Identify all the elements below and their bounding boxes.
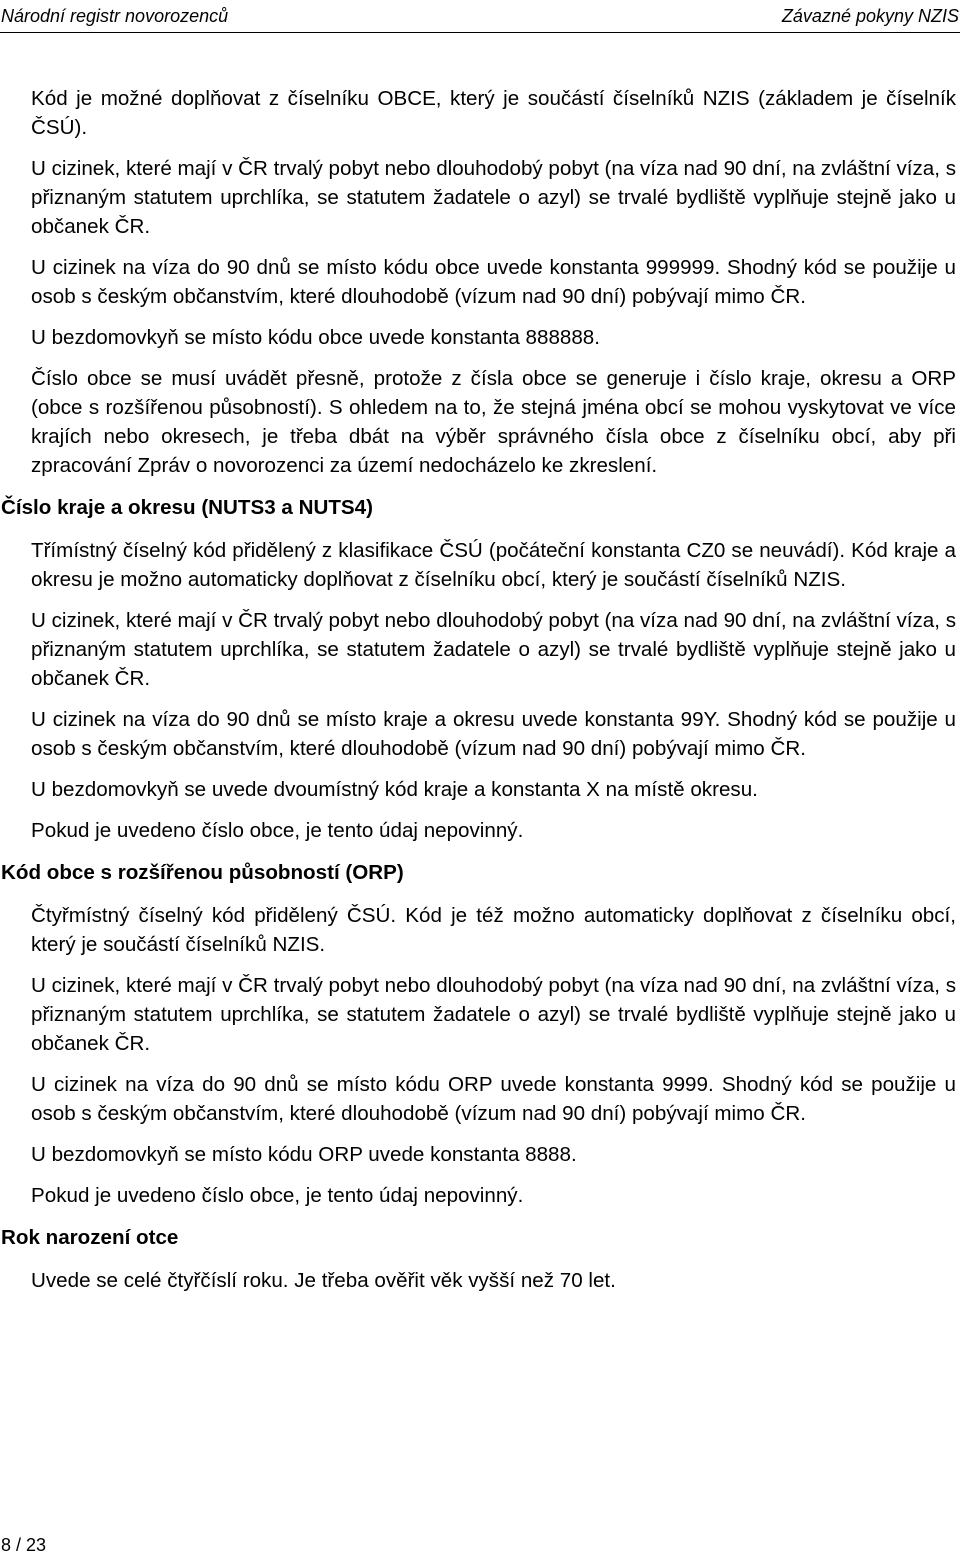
paragraph: U cizinek, které mají v ČR trvalý pobyt nebo dlouhodobý pobyt (na víza nad 90 dní, na zvláštní víza, s přiznaným statutem uprchlíka, se statutem žadatele o azyl) se trvalé bydliště vyplňuje stejně jako u občanek ČR. [31, 609, 956, 690]
paragraph: U cizinek, které mají v ČR trvalý pobyt nebo dlouhodobý pobyt (na víza nad 90 dní, na zvláštní víza, s přiznaným statutem uprchlíka, se statutem žadatele o azyl) se trvalé bydliště vyplňuje stejně jako u občanek ČR. [31, 157, 956, 238]
paragraph: U bezdomovkyň se místo kódu ORP uvede konstanta 8888. [31, 1143, 577, 1166]
header-registry-title: Národní registr novorozenců [1, 6, 229, 26]
section-heading-nuts: Číslo kraje a okresu (NUTS3 a NUTS4) [1, 496, 373, 519]
section-heading-rok-narozeni: Rok narození otce [1, 1226, 179, 1249]
page-number: 8 / 23 [1, 1535, 47, 1555]
paragraph: U bezdomovkyň se místo kódu obce uvede konstanta 888888. [31, 326, 600, 349]
section-rok-narozeni [0, 1223, 960, 1295]
paragraph: U cizinek na víza do 90 dnů se místo kódu ORP uvede konstanta 9999. Shodný kód se použije u osob s českým občanstvím, které dlouhodobě (vízum nad 90 dní) pobývají mimo ČR. [31, 1073, 956, 1125]
paragraph: Číslo obce se musí uvádět přesně, protože z čísla obce se generuje i číslo kraje, okresu a ORP (obce s rozšířenou působností). S ohledem na to, že stejná jména obcí se mohou vyskytovat ve více krajích nebo okresech, je třeba dbát na výběr správného čísla obce z číselníku obcí, aby při zpracování Zpráv o novorozenci za území nedocházelo ke zkreslení. [31, 367, 956, 477]
paragraph: U cizinek na víza do 90 dnů se místo kódu obce uvede konstanta 999999. Shodný kód se použije u osob s českým občanstvím, které dlouhodobě (vízum nad 90 dní) pobývají mimo ČR. [31, 256, 956, 308]
paragraph: U cizinek, které mají v ČR trvalý pobyt nebo dlouhodobý pobyt (na víza nad 90 dní, na zvláštní víza, s přiznaným statutem uprchlíka, se statutem žadatele o azyl) se trvalé bydliště vyplňuje stejně jako u občanek ČR. [31, 974, 956, 1055]
section-obec [0, 84, 960, 480]
running-header [0, 2, 960, 33]
paragraph: Uvede se celé čtyřčíslí roku. Je třeba ověřit věk vyšší než 70 let. [31, 1269, 616, 1292]
paragraph: U cizinek na víza do 90 dnů se místo kraje a okresu uvede konstanta 99Y. Shodný kód se použije u osob s českým občanstvím, které dlouhodobě (vízum nad 90 dní) pobývají mimo ČR. [31, 708, 956, 760]
paragraph: Kód je možné doplňovat z číselníku OBCE, který je součástí číselníků NZIS (základem je číselník ČSÚ). [31, 87, 956, 139]
section-heading-orp: Kód obce s rozšířenou působností (ORP) [1, 861, 404, 884]
paragraph: U bezdomovkyň se uvede dvoumístný kód kraje a konstanta X na místě okresu. [31, 778, 758, 801]
section-orp [0, 858, 960, 1210]
document-body [0, 84, 960, 1307]
section-nuts [0, 493, 960, 845]
paragraph: Pokud je uvedeno číslo obce, je tento údaj nepovinný. [31, 819, 524, 842]
header-document-title: Závazné pokyny NZIS [781, 6, 959, 26]
paragraph: Čtyřmístný číselný kód přidělený ČSÚ. Kód je též možno automaticky doplňovat z číselníku obcí, který je součástí číselníků NZIS. [31, 904, 956, 956]
paragraph: Třímístný číselný kód přidělený z klasifikace ČSÚ (počáteční konstanta CZ0 se neuvádí). Kód kraje a okresu je možno automaticky doplňovat z číselníku obcí, který je součástí číselníků NZIS. [31, 539, 956, 591]
paragraph: Pokud je uvedeno číslo obce, je tento údaj nepovinný. [31, 1184, 524, 1207]
